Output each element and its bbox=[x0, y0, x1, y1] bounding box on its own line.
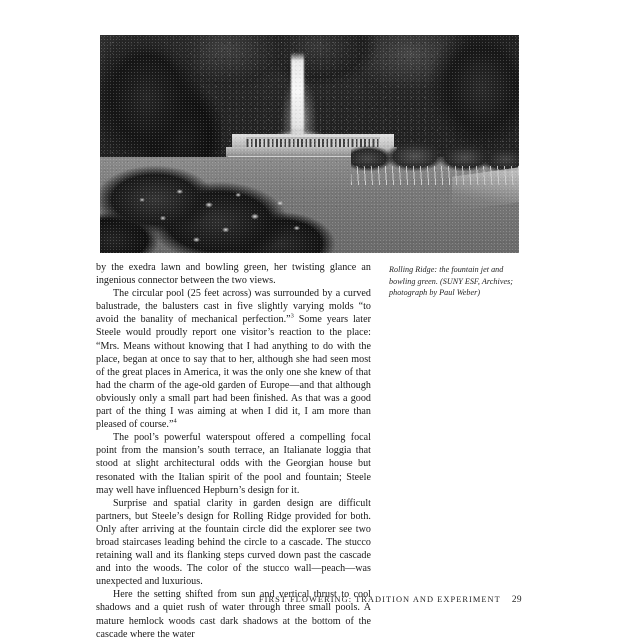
page-number: 29 bbox=[511, 595, 522, 605]
footnote-marker[interactable]: 4 bbox=[173, 417, 177, 425]
body-paragraph: by the exedra lawn and bowling green, her twisting glance an ingenious connector between the two views. bbox=[96, 262, 371, 287]
photograph-figure bbox=[100, 35, 519, 253]
photo-flower-blooms bbox=[117, 170, 327, 253]
running-head-text: FIRST FLOWERING: TRADITION AND EXPERIMENT bbox=[258, 595, 501, 604]
running-foot bbox=[96, 595, 522, 605]
body-paragraph: Here the setting shifted from sun and vertical thrust to cool shadows and a quiet rush of water through three small pools. A mature hemlock woods cast dark shadows at the bottom of the cascade where the water bbox=[96, 589, 371, 640]
body-paragraph: The pool’s powerful waterspout offered a compelling focal point from the mansion’s south terrace, an Italianate loggia that stood at slight architectural odds with the Georgian house but resonated with the Italian spirit of the pool and fountain; Steele may well have influenced Hepburn’s design for it. bbox=[96, 432, 371, 496]
figure-caption: Rolling Ridge: the fountain jet and bowling green. (SUNY ESF, Archives; photograph by Paul Weber) bbox=[389, 265, 514, 298]
body-paragraph: The circular pool (25 feet across) was surrounded by a curved balustrade, the balusters cast in five slightly varying molds “to avoid the banality of mechanical perfection.”$^3$ Some years later Steele would proudly report one visitor’s reaction to the place: “Mrs. Means without knowing that I had anything to do with the place, began at once to say that to her, although she had seen most of the great places in America, it was the only one she knew of that had the charm of the age-old garden of Europe—and that although obviously only a small part had been finished. As that was a good part of the thing I was aiming at when I did it, I am more than pleased of course.”$^4$ bbox=[96, 288, 371, 431]
footnote-marker[interactable]: 3 bbox=[290, 313, 294, 321]
photo-fountain-jet bbox=[291, 52, 304, 139]
fountain-photograph bbox=[100, 35, 519, 253]
body-paragraph: Surprise and spatial clarity in garden design are difficult partners, but Steele’s design for Rolling Ridge provided for both. Only after arriving at the fountain circle did the explorer see two broad staircases leading behind the circle to a cascade. The stucco retaining wall and its flanking steps curved down past the cascade and into the woods. The color of the stucco wall—peach—was unexpected and luxurious. bbox=[96, 497, 371, 588]
body-text-column bbox=[96, 261, 371, 641]
